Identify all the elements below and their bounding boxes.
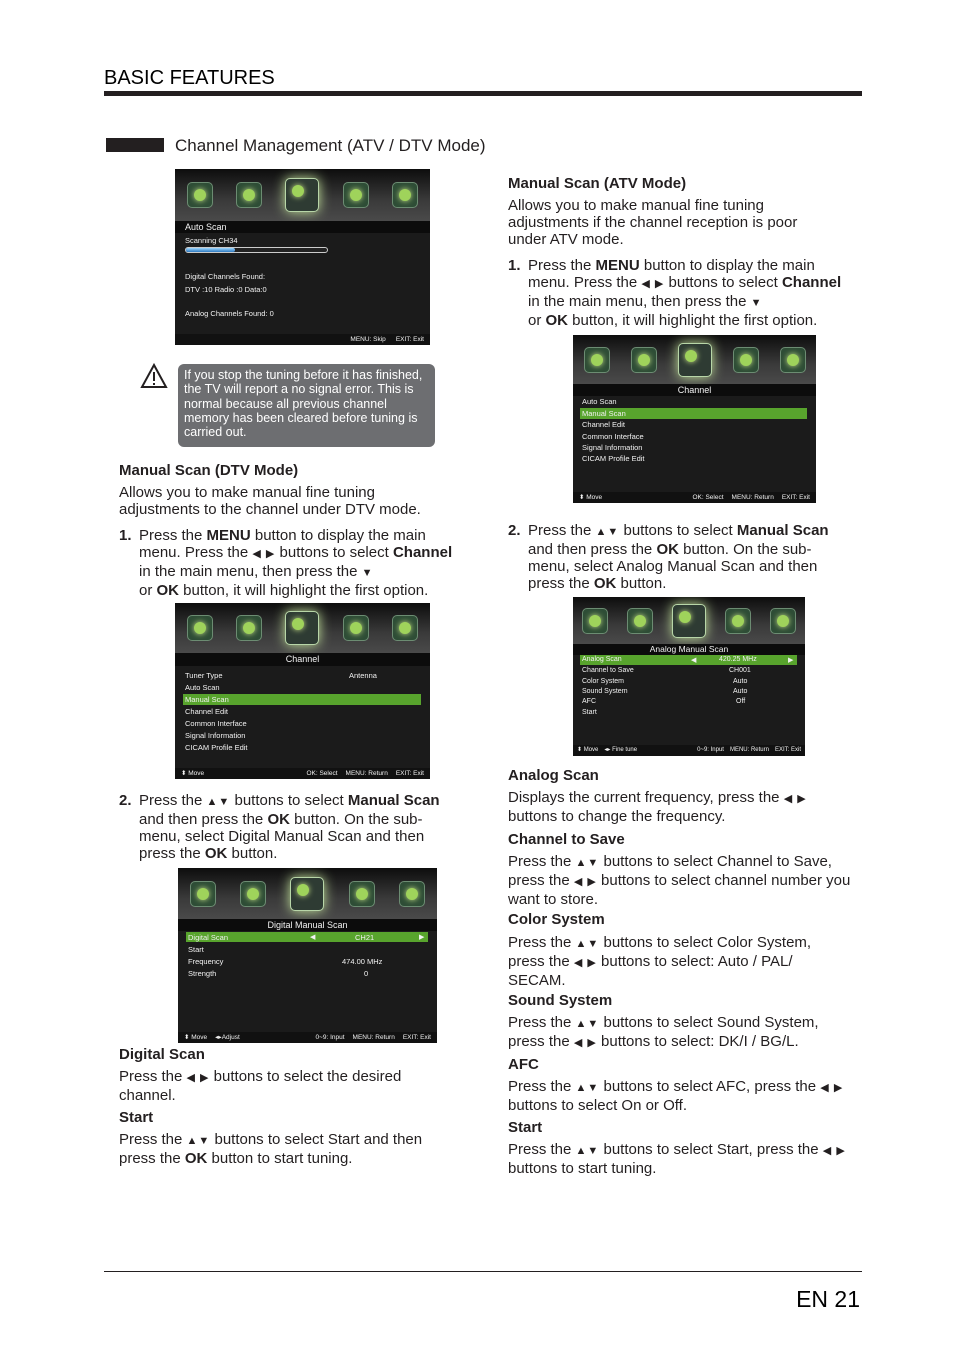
start-text-right: Press the ▲▼ buttons to select Start, press the ◀ ▶ buttons to start tuning. xyxy=(508,1141,846,1177)
screen-title: Digital Manual Scan xyxy=(178,919,437,931)
color-system-value: Auto xyxy=(733,678,748,685)
left-right-arrows-icon: ◀ ▶ xyxy=(573,957,597,969)
screen-title: Channel xyxy=(175,653,430,666)
menu-item-selected[interactable]: Digital Scan xyxy=(188,933,229,942)
menu-item[interactable]: Channel Edit xyxy=(185,707,228,716)
channel-menu-screen-dtv xyxy=(175,603,430,779)
sound-system-value: Auto xyxy=(733,688,748,695)
settings-icon xyxy=(780,347,806,373)
lock-icon xyxy=(343,615,369,641)
screen-title: Analog Manual Scan xyxy=(573,644,805,655)
channel-menu-screen-atv xyxy=(573,335,816,503)
subsection-marker xyxy=(106,138,164,152)
start-heading: Start xyxy=(119,1109,154,1126)
right-arrow-icon: ▶ xyxy=(833,1082,844,1094)
down-arrow-icon: ▼ xyxy=(361,567,374,579)
menu-item[interactable]: Channel to Save xyxy=(582,667,634,674)
picture-icon xyxy=(582,608,608,634)
step-1-number: 1. xyxy=(119,527,132,544)
up-down-arrows-icon: ▲▼ xyxy=(595,526,620,538)
dtv-step-1: Press the MENU button to display the main menu. Press the ◀ ▶ buttons to select Channel in the main menu, then press the ▼ or OK button, it will highlight the first option. xyxy=(139,527,453,599)
left-right-arrows-icon: ◀ ▶ xyxy=(186,1072,210,1084)
menu-item-selected[interactable]: Manual Scan xyxy=(185,695,229,704)
menu-item-selected[interactable]: Manual Scan xyxy=(582,409,626,418)
menu-item[interactable]: Common Interface xyxy=(185,719,247,728)
menu-item[interactable]: Auto Scan xyxy=(185,683,220,692)
channel-to-save-text: Press the ▲▼ buttons to select Channel to Save, press the ◀ ▶ buttons to select channel number you want to store. xyxy=(508,853,851,908)
dtv-intro: Allows you to make manual fine tuning adjustments to the channel under DTV mode. xyxy=(119,484,421,518)
start-heading-right: Start xyxy=(508,1119,543,1136)
menu-item[interactable]: Strength xyxy=(188,969,217,978)
channel-icon xyxy=(285,611,319,645)
picture-icon xyxy=(187,182,213,208)
up-down-arrows-icon: ▲▼ xyxy=(186,1135,211,1147)
tuner-type-value: Antenna xyxy=(349,671,377,680)
up-down-arrows-icon: ▲▼ xyxy=(575,938,600,950)
left-right-arrows-icon: ◀ ▶ xyxy=(783,793,807,805)
left-arrow-icon: ◀ xyxy=(822,1145,833,1157)
frequency-value: 474.00 MHz xyxy=(342,957,383,966)
left-arrow-icon: ◀ xyxy=(310,934,316,941)
right-arrow-icon: ▶ xyxy=(836,1145,846,1157)
channel-icon xyxy=(672,604,706,638)
subsection-title: Channel Management (ATV / DTV Mode) xyxy=(175,136,486,155)
picture-icon xyxy=(187,615,213,641)
sound-system-text: Press the ▲▼ buttons to select Sound System, press the ◀ ▶ buttons to select: DK/I / BG/L. xyxy=(508,1014,819,1050)
dtv-counts: DTV :10 Radio :0 Data:0 xyxy=(185,285,267,294)
analog-scan-value: 420.25 MHz xyxy=(719,656,757,663)
settings-icon xyxy=(392,615,418,641)
sound-system-heading: Sound System xyxy=(508,992,613,1009)
picture-icon xyxy=(584,347,610,373)
screen-title: Auto Scan xyxy=(175,221,430,233)
menu-item[interactable]: CICAM Profile Edit xyxy=(582,454,645,463)
digital-scan-heading: Digital Scan xyxy=(119,1046,205,1063)
foot-exit: EXIT: Exit xyxy=(395,336,424,343)
screen-footer: ⬍ Move ◂▸Adjust 0~9: Input MENU: Return EXIT: Exit xyxy=(178,1032,437,1043)
menu-item[interactable]: Signal Information xyxy=(185,731,246,740)
sound-icon xyxy=(627,608,653,634)
sound-icon xyxy=(236,182,262,208)
left-right-icon: ◂▸ xyxy=(604,747,611,753)
tuning-note: If you stop the tuning before it has finished, the TV will report a no signal error. This is normal because all previous channel memory has been cleared before tuning is carried out. xyxy=(178,364,435,447)
left-right-icon: ◂▸ xyxy=(215,1034,222,1041)
digital-manual-scan-screen xyxy=(178,868,437,1043)
left-right-arrows-icon: ◀ ▶ xyxy=(573,876,597,888)
lock-icon xyxy=(733,347,759,373)
analog-found-label: Analog Channels Found: 0 xyxy=(185,309,274,318)
analog-scan-text: Displays the current frequency, press the ◀ ▶ buttons to change the frequency. xyxy=(508,789,807,825)
analog-scan-heading: Analog Scan xyxy=(508,767,599,784)
sound-icon xyxy=(236,615,262,641)
afc-value: Off xyxy=(736,698,746,705)
channel-icon xyxy=(678,343,712,377)
atv-intro: Allows you to make manual fine tuning adjustments if the channel reception is poor under ATV mode. xyxy=(508,197,798,248)
scan-progress-fill xyxy=(186,248,235,252)
sound-icon xyxy=(240,881,266,907)
menu-item[interactable]: AFC xyxy=(582,698,596,705)
left-arrow-icon: ◀ xyxy=(691,657,697,664)
menu-item[interactable]: CICAM Profile Edit xyxy=(185,743,248,752)
menu-item[interactable]: Sound System xyxy=(582,688,628,695)
up-down-arrows-icon: ▲▼ xyxy=(206,796,231,808)
afc-text: Press the ▲▼ buttons to select AFC, press the ◀ ▶ buttons to select On or Off. xyxy=(508,1078,844,1114)
up-down-icon: ⬍ xyxy=(577,747,583,753)
dtv-step-2: Press the ▲▼ buttons to select Manual Scan and then press the OK button. On the sub-menu, select Digital Manual Scan and then press the OK button. xyxy=(139,792,440,862)
scanning-text: Scanning CH34 xyxy=(185,236,238,245)
section-title: BASIC FEATURES xyxy=(104,67,275,89)
screen-footer: ⬍ Move OK: Select MENU: Return EXIT: Exit xyxy=(175,768,430,779)
right-arrow-icon: ▶ xyxy=(788,657,794,664)
menu-item[interactable]: Common Interface xyxy=(582,432,644,441)
up-down-arrows-icon: ▲▼ xyxy=(575,857,600,869)
analog-manual-scan-screen xyxy=(573,597,805,756)
atv-step-2: Press the ▲▼ buttons to select Manual Scan and then press the OK button. On the sub-menu, select Analog Manual Scan and then press the OK button. xyxy=(528,522,829,592)
lock-icon xyxy=(343,182,369,208)
screen-footer: ⬍ Move ◂▸ Fine tune 0~9: Input MENU: Return EXIT: Exit xyxy=(573,745,805,756)
scan-progress-bar xyxy=(185,247,328,253)
up-down-arrows-icon: ▲▼ xyxy=(575,1145,600,1157)
foot-menu: MENU: Skip xyxy=(350,336,386,343)
lock-icon xyxy=(349,881,375,907)
screen-footer: ⬍ Move OK: Select MENU: Return EXIT: Exit xyxy=(573,492,816,503)
page-number: EN 21 xyxy=(796,1286,860,1312)
left-arrow-icon: ◀ xyxy=(820,1082,830,1094)
digital-scan-text: Press the ◀ ▶ buttons to select the desired channel. xyxy=(119,1068,402,1104)
left-right-arrows-icon: ◀ ▶ xyxy=(641,278,665,290)
menu-item[interactable]: Start xyxy=(582,709,597,716)
menu-item[interactable]: Tuner Type xyxy=(185,671,223,680)
color-system-text: Press the ▲▼ buttons to select Color System, press the ◀ ▶ buttons to select: Auto / PAL/ SECAM. xyxy=(508,934,812,989)
header-rule xyxy=(104,91,862,96)
color-system-heading: Color System xyxy=(508,911,605,928)
left-right-arrows-icon: ◀ ▶ xyxy=(573,1037,597,1049)
afc-heading: AFC xyxy=(508,1056,539,1073)
digital-scan-value: CH21 xyxy=(355,933,375,942)
channel-to-save-value: CH001 xyxy=(729,667,751,674)
menu-item-selected[interactable]: Analog Scan xyxy=(582,656,622,663)
channel-to-save-heading: Channel to Save xyxy=(508,831,625,848)
step-1-number: 1. xyxy=(508,257,521,274)
menu-item[interactable]: Frequency xyxy=(188,957,224,966)
menu-item[interactable]: Color System xyxy=(582,678,625,685)
menu-item[interactable]: Start xyxy=(188,945,204,954)
up-down-icon: ⬍ xyxy=(184,1034,190,1041)
up-down-arrows-icon: ▲▼ xyxy=(575,1082,600,1094)
screen-footer xyxy=(175,334,430,345)
picture-icon xyxy=(190,881,216,907)
step-2-number: 2. xyxy=(119,792,132,809)
digital-found-label: Digital Channels Found: xyxy=(185,272,266,281)
channel-icon xyxy=(285,178,319,212)
atv-heading: Manual Scan (ATV Mode) xyxy=(508,175,687,192)
settings-icon xyxy=(392,182,418,208)
strength-value: 0 xyxy=(364,969,369,978)
right-arrow-icon: ▶ xyxy=(419,934,425,941)
footer-rule xyxy=(104,1271,862,1272)
channel-icon xyxy=(290,877,324,911)
dtv-heading: Manual Scan (DTV Mode) xyxy=(119,462,299,479)
left-right-arrows-icon: ◀ ▶ xyxy=(252,548,276,560)
screen-title: Channel xyxy=(573,384,816,396)
up-down-icon: ⬍ xyxy=(579,494,585,501)
menu-item[interactable]: Channel Edit xyxy=(582,420,625,429)
down-arrow-icon: ▼ xyxy=(750,297,763,309)
warning-icon xyxy=(140,363,168,389)
settings-icon xyxy=(399,881,425,907)
step-2-number: 2. xyxy=(508,522,521,539)
menu-item[interactable]: Signal Information xyxy=(582,443,643,452)
sound-icon xyxy=(631,347,657,373)
up-down-arrows-icon: ▲▼ xyxy=(575,1018,600,1030)
auto-scan-screen xyxy=(175,169,430,345)
menu-item[interactable]: Auto Scan xyxy=(582,397,617,406)
start-text: Press the ▲▼ buttons to select Start and then press the OK button to start tuning. xyxy=(119,1131,423,1167)
settings-icon xyxy=(770,608,796,634)
lock-icon xyxy=(725,608,751,634)
atv-step-1: Press the MENU button to display the main menu. Press the ◀ ▶ buttons to select Channel in the main menu, then press the ▼ or OK button, it will highlight the first option. xyxy=(528,257,842,329)
up-down-icon: ⬍ xyxy=(181,770,187,777)
